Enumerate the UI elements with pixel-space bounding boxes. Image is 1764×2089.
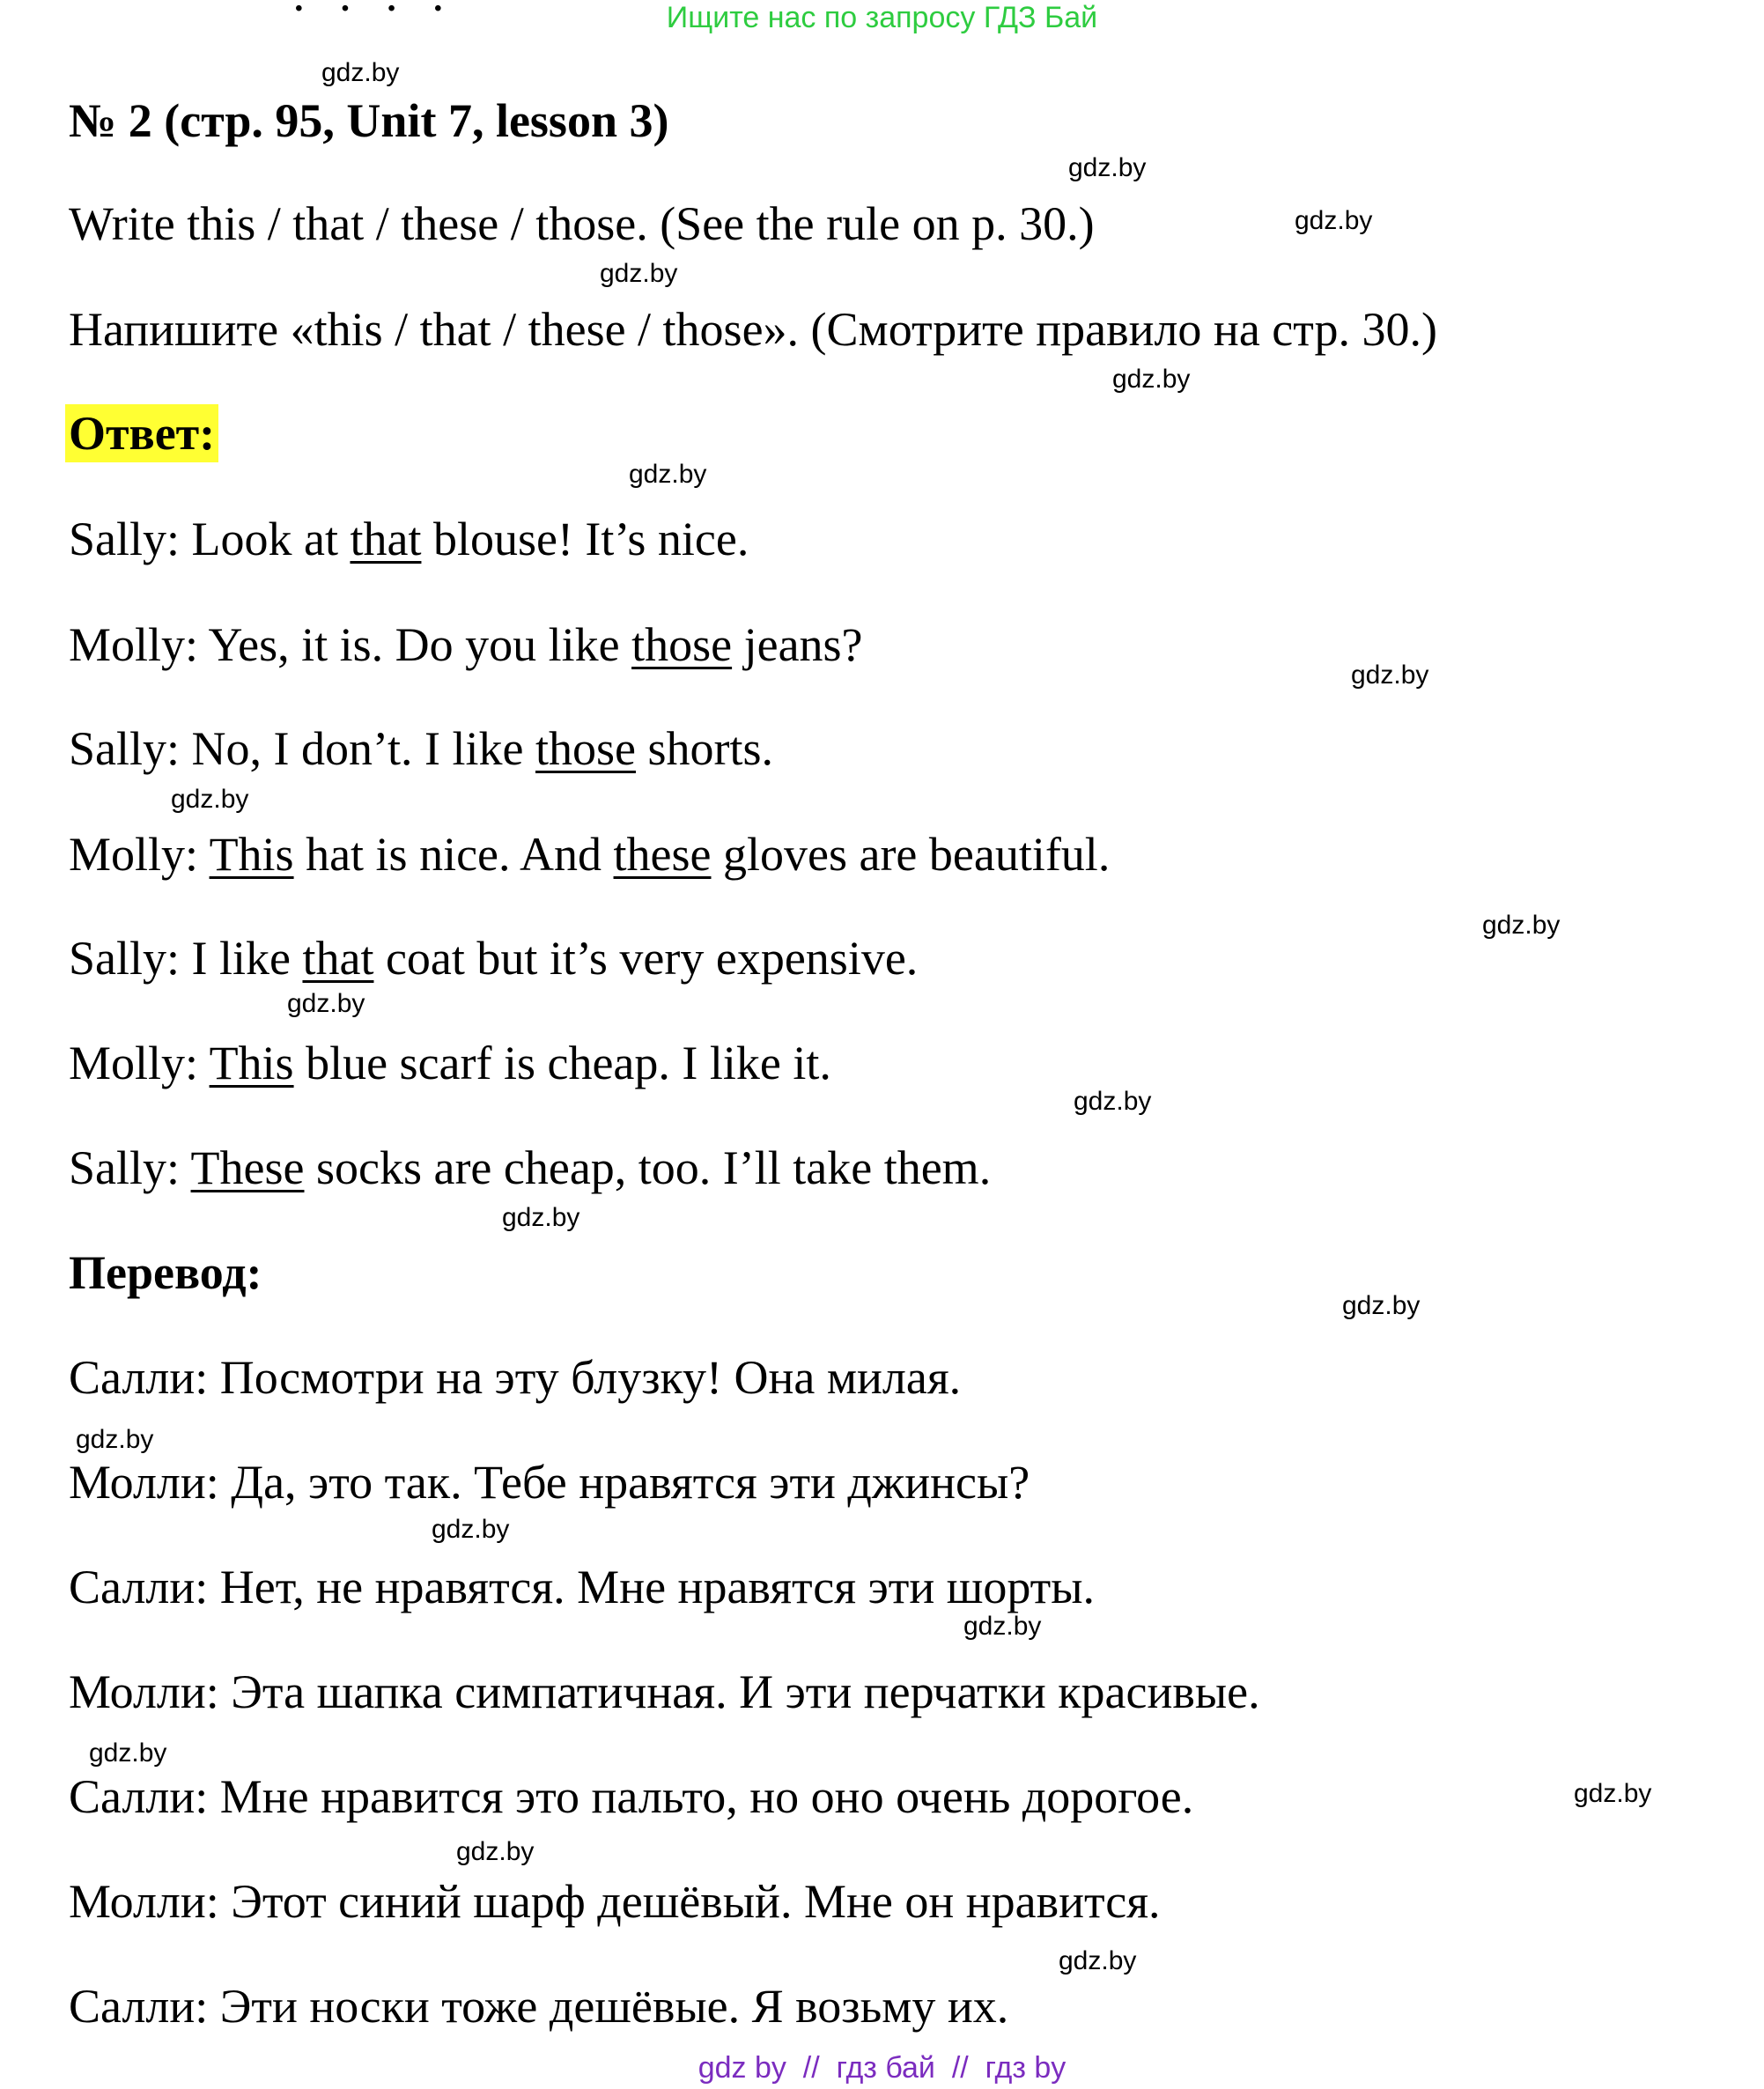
answer-word: This bbox=[209, 1037, 294, 1089]
answer-line bbox=[69, 930, 918, 986]
footer-links: gdz by // гдз бай // гдз by bbox=[697, 2051, 1067, 2085]
instruction-ru: Напишите «this / that / these / those». (Смотрите правило на стр. 30.) bbox=[69, 303, 1438, 356]
watermark: gdz.by bbox=[502, 1203, 580, 1232]
watermark: gdz.by bbox=[600, 259, 678, 288]
answer-text: Sally: No, I don’t. I like bbox=[69, 722, 535, 775]
answer-word: This bbox=[209, 828, 294, 881]
answer-word: these bbox=[613, 828, 712, 881]
watermark: gdz.by bbox=[1059, 1946, 1137, 1975]
top-banner: Ищите нас по запросу ГДЗ Бай bbox=[666, 1, 1098, 34]
watermark: gdz.by bbox=[1342, 1291, 1421, 1320]
answer-word: those bbox=[535, 722, 636, 775]
answer-line bbox=[69, 511, 749, 567]
answer-text: Sally: I like bbox=[69, 932, 303, 985]
translation-line: Салли: Посмотри на эту блузку! Она милая. bbox=[69, 1351, 962, 1404]
watermark: gdz.by bbox=[963, 1612, 1042, 1641]
watermark: gdz.by bbox=[287, 989, 365, 1018]
translation-line: Молли: Да, это так. Тебе нравятся эти джинсы? bbox=[69, 1456, 1030, 1509]
watermark: gdz.by bbox=[1482, 911, 1561, 940]
answer-word: that bbox=[350, 513, 422, 565]
answer-text: shorts. bbox=[635, 722, 773, 775]
answer-line bbox=[69, 1140, 991, 1196]
translation-line: Молли: Эта шапка симпатичная. И эти перчатки красивые. bbox=[69, 1665, 1260, 1718]
answer-word: These bbox=[190, 1141, 305, 1194]
watermark: gdz.by bbox=[1351, 661, 1429, 690]
instruction-en: Write this / that / these / those. (See the rule on p. 30.) bbox=[69, 197, 1095, 250]
answer-text: blue scarf is cheap. I like it. bbox=[293, 1037, 831, 1089]
watermark: gdz.by bbox=[1068, 153, 1147, 182]
answer-word: that bbox=[302, 932, 374, 985]
watermark: gdz.by bbox=[432, 1515, 510, 1544]
answer-line bbox=[69, 1035, 831, 1091]
task-number: № 2 (стр. 95, Unit 7, lesson 3) bbox=[69, 94, 669, 147]
answer-text: Molly: bbox=[69, 1037, 210, 1089]
translation-line: Салли: Нет, не нравятся. Мне нравятся эти шорты. bbox=[69, 1561, 1096, 1613]
answer-text: Molly: bbox=[69, 828, 210, 881]
translation-line: Молли: Этот синий шарф дешёвый. Мне он нравится. bbox=[69, 1875, 1161, 1928]
watermark: gdz.by bbox=[1112, 365, 1191, 394]
answer-text: jeans? bbox=[732, 618, 863, 671]
answer-word: those bbox=[631, 618, 733, 671]
watermark: gdz.by bbox=[321, 58, 400, 87]
answer-text: socks are cheap, too. I’ll take them. bbox=[304, 1141, 992, 1194]
answer-line bbox=[69, 616, 863, 673]
watermark: gdz.by bbox=[171, 785, 249, 814]
answer-text: Sally: Look at bbox=[69, 513, 351, 565]
translation-line: Салли: Эти носки тоже дешёвые. Я возьму их. bbox=[69, 1980, 1009, 2033]
answer-text: blouse! It’s nice. bbox=[421, 513, 749, 565]
watermark: gdz.by bbox=[89, 1738, 167, 1768]
answer-text: Molly: Yes, it is. Do you like bbox=[69, 618, 632, 671]
answer-text: hat is nice. And bbox=[293, 828, 614, 881]
watermark: gdz.by bbox=[1074, 1087, 1152, 1116]
watermark: gdz.by bbox=[456, 1837, 535, 1866]
answer-line bbox=[69, 720, 773, 777]
watermark: gdz.by bbox=[629, 460, 707, 489]
watermark: gdz.by bbox=[1295, 206, 1373, 235]
answer-label: Ответ: bbox=[65, 404, 218, 462]
watermark: gdz.by bbox=[76, 1425, 154, 1454]
watermark: gdz.by bbox=[1574, 1779, 1652, 1808]
answer-line bbox=[69, 826, 1110, 882]
clipped-previous-text: · · · · bbox=[291, 0, 455, 36]
translation-line: Салли: Мне нравится это пальто, но оно очень дорогое. bbox=[69, 1770, 1194, 1823]
answer-text: gloves are beautiful. bbox=[711, 828, 1111, 881]
answer-text: coat but it’s very expensive. bbox=[373, 932, 919, 985]
translation-label: Перевод: bbox=[69, 1246, 262, 1299]
answer-text: Sally: bbox=[69, 1141, 191, 1194]
